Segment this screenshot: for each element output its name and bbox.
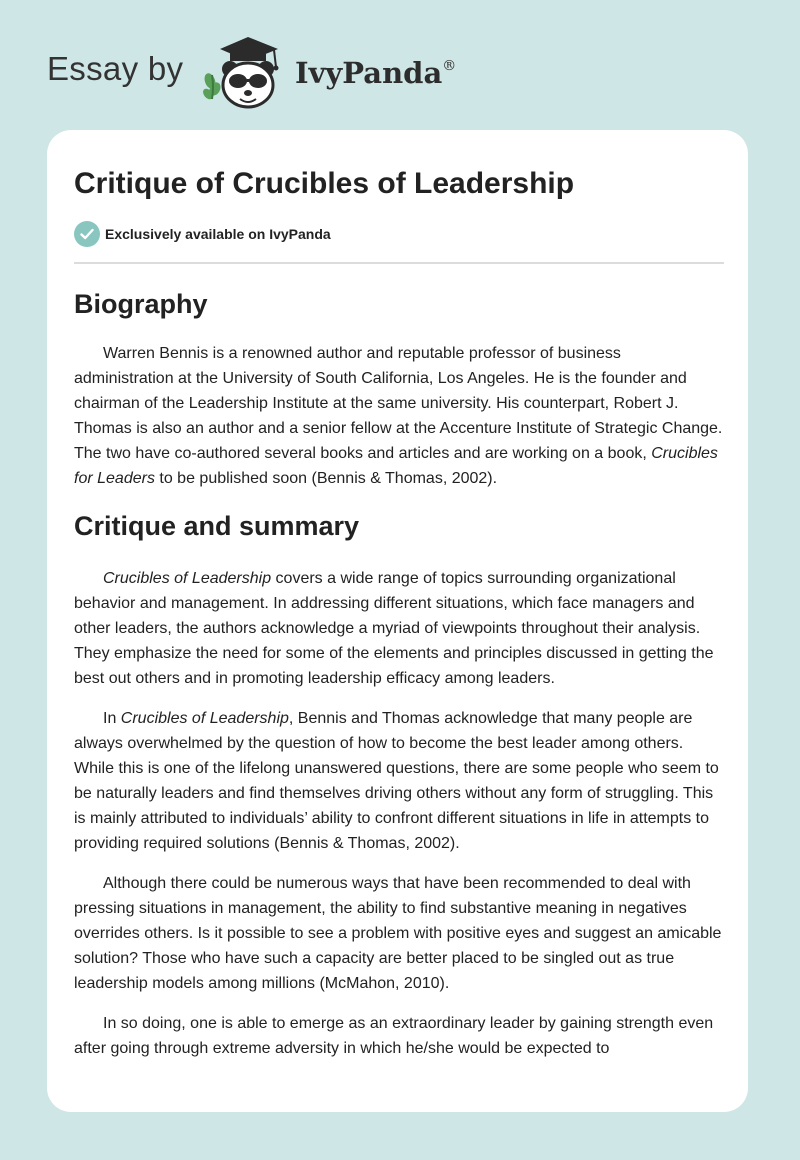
section-heading-biography: Biography [74, 289, 208, 319]
exclusive-badge-label: Exclusively available on IvyPanda [105, 226, 331, 242]
check-circle-icon [74, 221, 100, 247]
essay-by-label: Essay by [47, 50, 184, 87]
paragraph [74, 706, 724, 856]
essay-card [47, 130, 748, 1112]
exclusive-badge [74, 221, 724, 247]
brand-name[interactable]: IvyPanda® [295, 56, 457, 90]
text-run: , Bennis and Thomas acknowledge that many people are always overwhelmed by the question of how to become the best leader among others. While this is one of the lifelong unanswered questions, there are some people who seem to be naturally leaders and find themselves driving others without any form of struggling. This is mainly attributed to individuals’ ability to confront different situations in life in attempts to providing required solutions (Bennis & Thomas, 2002). [74, 710, 719, 852]
paragraph [74, 341, 724, 491]
divider [74, 262, 724, 264]
essay-content [74, 164, 724, 1061]
paragraph [74, 871, 724, 996]
panda-logo-icon[interactable] [200, 37, 292, 109]
registered-mark: ® [442, 58, 457, 75]
italic-text: Crucibles for Leaders [74, 445, 718, 487]
italic-text: Crucibles of Leadership [103, 570, 272, 587]
site-header [0, 0, 800, 130]
paragraph [74, 1011, 724, 1061]
italic-text: Crucibles of Leadership [120, 710, 289, 727]
paragraph [74, 566, 724, 691]
text-run: Although there could be numerous ways that have been recommended to deal with pressing situations in management, the ability to find substantive meaning in negatives overrides others. Is it possible to see a problem with positive eyes and suggest an amicable solution? Those who have such a capacity are better placed to be singled out as true leadership models among millions (McMahon, 2010). [74, 875, 722, 992]
essay-title: Critique of Crucibles of Leadership [74, 167, 575, 200]
section-heading-critique: Critique and summary [74, 511, 360, 541]
text-run: In so doing, one is able to emerge as an extraordinary leader by gaining strength even after going through extreme adversity in which he/she would be expected to [74, 1015, 714, 1057]
text-run: covers a wide range of topics surrounding organizational behavior and management. In addressing different situations, which face managers and other leaders, the authors acknowledge a myriad of viewpoints throughout their analysis. They emphasize the need for some of the elements and principles discussed in getting the best out others and in promoting leadership efficacy among leaders. [74, 570, 714, 687]
section-body-biography [74, 341, 724, 491]
text-run: to be published soon (Bennis & Thomas, 2002). [154, 470, 498, 487]
text-run: In [103, 710, 121, 727]
section-body-critique [74, 566, 724, 1061]
text-run: Warren Bennis is a renowned author and reputable professor of business administration at the University of South California, Los Angeles. He is the founder and chairman of the Leadership Institute at the same university. His counterpart, Robert J. Thomas is also an author and a senior fellow at the Accenture Institute of Strategic Change. The two have co-authored several books and articles and are working on a book, [74, 345, 723, 462]
